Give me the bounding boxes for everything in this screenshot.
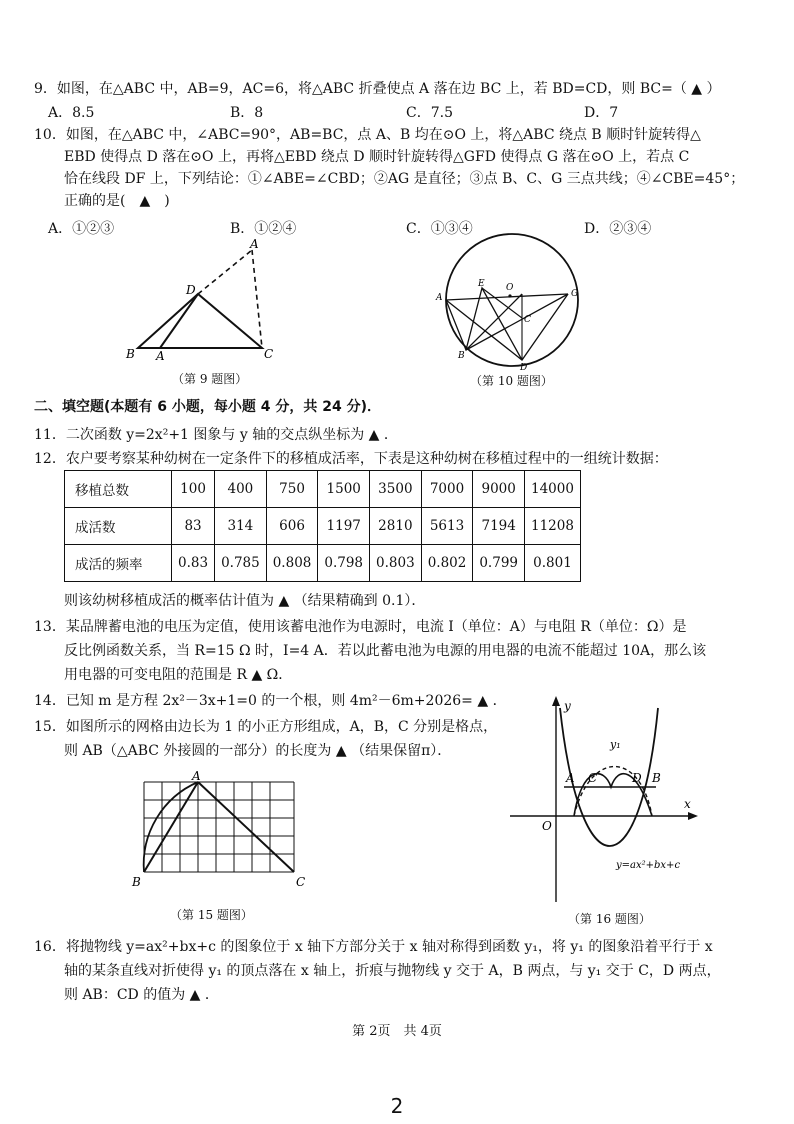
fig10-label-a: A bbox=[436, 293, 443, 303]
q10-stem-line3: 恰在线段 DF 上，下列结论：①∠ABE=∠CBD；②AG 是直径；③点 B、C、G 三点共线；④∠CBE=45°； bbox=[64, 171, 745, 187]
fig16-label-c: C bbox=[588, 771, 598, 785]
fig16-label-d: D bbox=[632, 771, 642, 785]
q13-line3: 用电器的可变电阻的范围是 R ▲ Ω． bbox=[64, 667, 293, 683]
q9-option-b: B．8 bbox=[230, 105, 264, 121]
fig16-label-y: y bbox=[564, 699, 571, 713]
table-row bbox=[65, 545, 581, 582]
table-cell: 11208 bbox=[525, 508, 581, 545]
q10-option-d: D．②③④ bbox=[584, 221, 652, 237]
fig15-label-b: B bbox=[132, 875, 141, 889]
fig9-caption: （第 9 题图） bbox=[172, 372, 248, 386]
fig10-label-g: G bbox=[571, 289, 579, 299]
q16-line1: 16．将抛物线 y=ax²+bx+c 的图象位于 x 轴下方部分关于 x 轴对称得到函数 y₁，将 y₁ 的图象沿着平行于 x bbox=[34, 939, 713, 955]
figure-16 bbox=[504, 692, 704, 908]
table-cell: 0.808 bbox=[266, 545, 318, 582]
table-cell: 移植总数 bbox=[65, 471, 172, 508]
q9-option-a: A．8.5 bbox=[48, 105, 95, 121]
q15-line1: 15．如图所示的网格由边长为 1 的小正方形组成，A，B，C 分别是格点， bbox=[34, 719, 498, 735]
page-footer: 第 2页 共 4页 bbox=[352, 1024, 442, 1039]
table-cell: 成活数 bbox=[65, 508, 172, 545]
q10-stem-line2: EBD 使得点 D 落在⊙O 上，再将△EBD 绕点 D 顺时针旋转得△GFD 使得点 G 落在⊙O 上，若点 C bbox=[64, 149, 690, 165]
table-cell: 0.83 bbox=[172, 545, 215, 582]
table-cell: 7000 bbox=[421, 471, 473, 508]
table-row bbox=[65, 471, 581, 508]
q9-option-c: C．7.5 bbox=[406, 105, 453, 121]
fig16-curve-label: y=ax²+bx+c bbox=[616, 860, 681, 871]
q13-line2: 反比例函数关系，当 R=15 Ω 时，I=4 A．若以此蓄电池为电源的用电器的电流不能超过 10A，那么该 bbox=[64, 643, 707, 659]
fig16-label-x: x bbox=[684, 797, 691, 811]
fig9-label-d: D bbox=[186, 283, 196, 297]
figure-10 bbox=[432, 232, 592, 372]
table-cell: 314 bbox=[215, 508, 267, 545]
fig10-label-c: C bbox=[524, 315, 531, 325]
q14: 14．已知 m 是方程 2x²－3x+1=0 的一个根，则 4m²－6m+2026= ▲ ． bbox=[34, 693, 507, 709]
table-cell: 0.802 bbox=[421, 545, 473, 582]
statistics-table bbox=[64, 470, 581, 582]
fig10-caption: （第 10 题图） bbox=[470, 374, 553, 388]
fig10-label-o: O bbox=[506, 283, 514, 293]
page-number: 2 bbox=[390, 1094, 404, 1118]
figure-15 bbox=[128, 770, 318, 900]
fig9-label-a-bottom: A bbox=[156, 349, 165, 363]
q11: 11．二次函数 y=2x²+1 图象与 y 轴的交点纵坐标为 ▲ ． bbox=[34, 427, 398, 443]
q10-stem-line4: 正确的是( ▲ ) bbox=[64, 193, 170, 209]
figure-9 bbox=[120, 238, 290, 368]
q15-line2: 则 AB（△ABC 外接圆的一部分）的长度为 ▲ （结果保留π）． bbox=[64, 743, 452, 759]
fig9-label-c: C bbox=[264, 347, 274, 361]
q9-option-d: D．7 bbox=[584, 105, 619, 121]
fig16-label-a: A bbox=[566, 771, 575, 785]
table-cell: 3500 bbox=[370, 471, 422, 508]
fig10-label-e: E bbox=[478, 279, 485, 289]
table-cell: 0.785 bbox=[215, 545, 267, 582]
table-cell: 400 bbox=[215, 471, 267, 508]
table-cell: 9000 bbox=[473, 471, 525, 508]
fig16-label-o: O bbox=[542, 819, 552, 833]
table-cell: 750 bbox=[266, 471, 318, 508]
table-cell: 83 bbox=[172, 508, 215, 545]
table-row bbox=[65, 508, 581, 545]
fig10-label-d: D bbox=[520, 363, 528, 372]
table-cell: 606 bbox=[266, 508, 318, 545]
table-cell: 成活的频率 bbox=[65, 545, 172, 582]
table-cell: 1197 bbox=[318, 508, 370, 545]
q10-option-a: A．①②③ bbox=[48, 221, 115, 237]
q12-stem: 12．农户要考察某种幼树在一定条件下的移植成活率，下表是这种幼树在移植过程中的一组统计数据： bbox=[34, 451, 668, 467]
table-cell: 14000 bbox=[525, 471, 581, 508]
fig15-caption: （第 15 题图） bbox=[170, 908, 253, 922]
q12-followup: 则该幼树移植成活的概率估计值为 ▲ （结果精确到 0.1）． bbox=[64, 593, 426, 609]
q16-line3: 则 AB：CD 的值为 ▲ ． bbox=[64, 987, 219, 1003]
q10-option-c: C．①③④ bbox=[406, 221, 473, 237]
q10-option-b: B．①②④ bbox=[230, 221, 297, 237]
table-cell: 100 bbox=[172, 471, 215, 508]
q13-line1: 13．某品牌蓄电池的电压为定值，使用该蓄电池作为电源时，电流 I（单位：A）与电阻 R（单位：Ω）是 bbox=[34, 619, 687, 635]
section-heading: 二、填空题(本题有 6 小题，每小题 4 分，共 24 分)． bbox=[34, 399, 382, 415]
fig15-label-a: A bbox=[192, 770, 201, 783]
q16-line2: 轴的某条直线对折使得 y₁ 的顶点落在 x 轴上，折痕与抛物线 y 交于 A，B 两点，与 y₁ 交于 C，D 两点， bbox=[64, 963, 721, 979]
fig10-label-b: B bbox=[458, 351, 465, 361]
table-cell: 5613 bbox=[421, 508, 473, 545]
table-cell: 2810 bbox=[370, 508, 422, 545]
table-cell: 0.799 bbox=[473, 545, 525, 582]
q10-stem-line1: 10．如图，在△ABC 中，∠ABC=90°，AB=BC，点 A、B 均在⊙O 上，将△ABC 绕点 B 顺时针旋转得△ bbox=[34, 127, 701, 143]
fig16-label-b: B bbox=[652, 771, 661, 785]
table-cell: 7194 bbox=[473, 508, 525, 545]
table-cell: 0.803 bbox=[370, 545, 422, 582]
fig16-caption: （第 16 题图） bbox=[568, 912, 651, 926]
q9-stem: 9．如图，在△ABC 中，AB=9，AC=6，将△ABC 折叠使点 A 落在边 BC 上，若 BD=CD，则 BC=（ ▲ ） bbox=[34, 81, 721, 97]
table-cell: 1500 bbox=[318, 471, 370, 508]
fig9-label-b: B bbox=[126, 347, 135, 361]
fig15-label-c: C bbox=[296, 875, 306, 889]
fig16-label-y1: y₁ bbox=[610, 738, 621, 751]
table-cell: 0.798 bbox=[318, 545, 370, 582]
fig9-label-a-top: A bbox=[250, 238, 259, 251]
table-cell: 0.801 bbox=[525, 545, 581, 582]
